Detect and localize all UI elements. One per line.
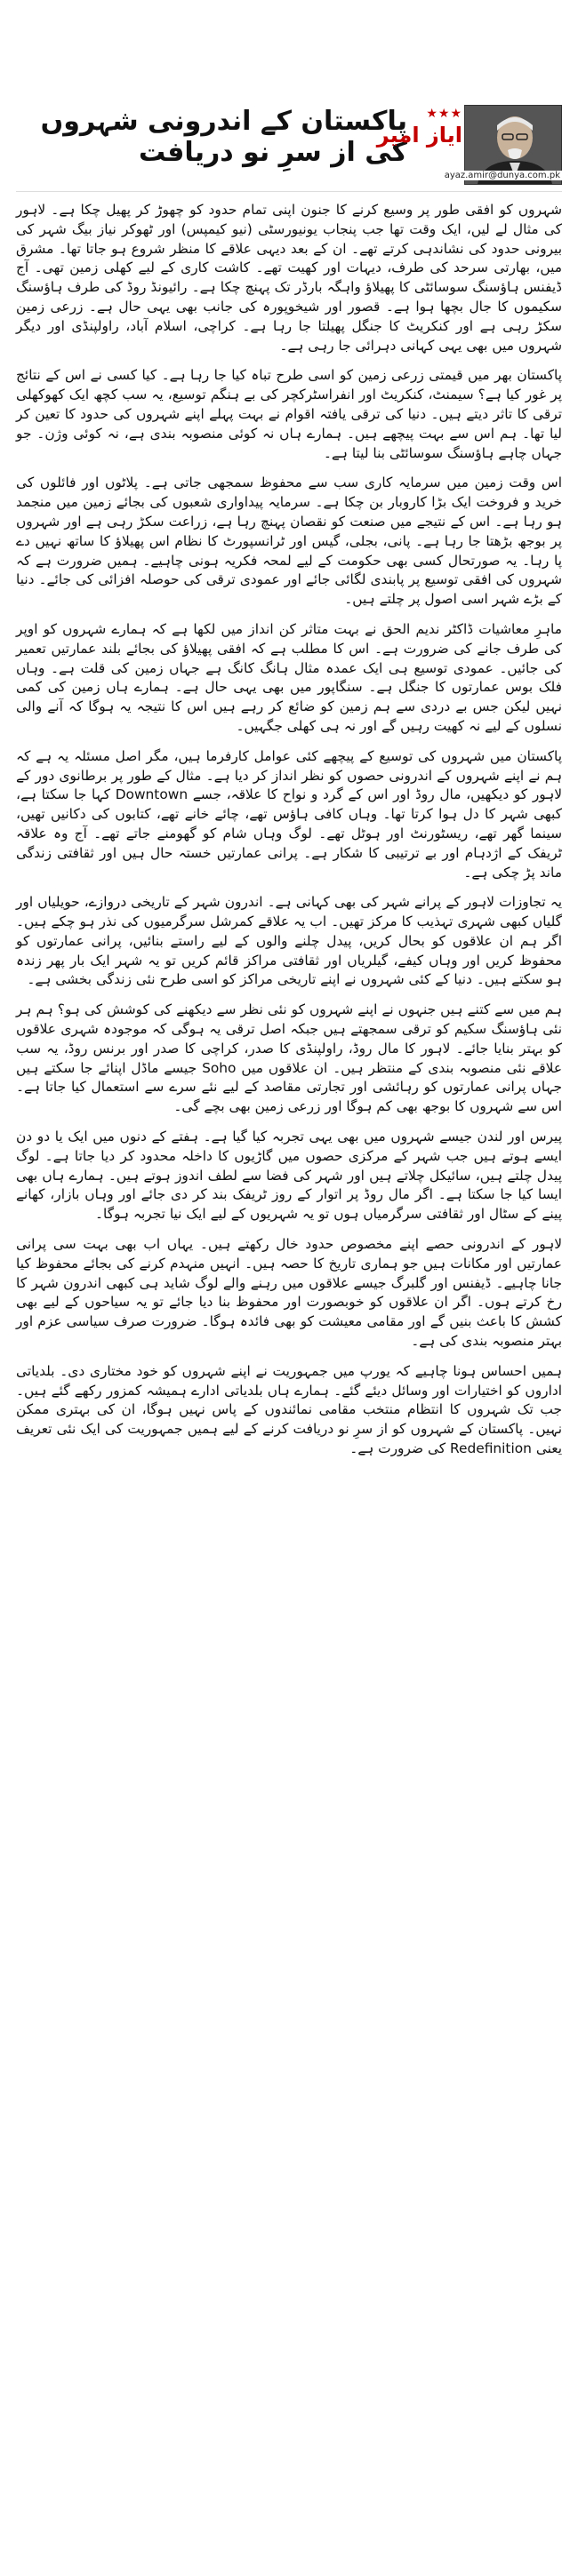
paragraph: لاہور کے اندرونی حصے اپنے مخصوص حدود خال رکھتے ہیں۔ یہاں اب بھی بہت سی پرانی عمارتیں اور مکانات ہیں جو ہماری تاریخ کا حصہ ہیں۔ انہیں منہدم کرنے کی بجائے محفوظ کیا جانا چاہیے۔ ڈیفنس اور گلبرگ جیسے علاقوں میں رہنے والے لوگ شاید ہی کبھی اندرون شہر کا رخ کرتے ہوں۔ اگر ان علاقوں کو خوبصورت اور محفوظ بنا دیا جائے تو یہ سیاحوں کے لیے بھی کشش کا باعث بنیں گے اور مقامی معیشت کو بھی فائدہ ہوگا۔ ضرورت صرف سیاسی عزم اور بہتر منصوبہ بندی کی ہے۔ (16, 1236, 562, 1350)
paragraph: پاکستان میں شہروں کی توسیع کے پیچھے کئی عوامل کارفرما ہیں، مگر اصل مسئلہ یہ ہے کہ ہم نے اپنے شہروں کے اندرونی حصوں کو نظر انداز کر دیا ہے۔ مثال کے طور پر برطانوی دور کے لاہور کو دیکھیں، مال روڈ اور اس کے گرد و نواح کا علاقہ، جسے Downtown کہا جا سکتا ہے، کبھی شہر کا دل ہوا کرتا تھا۔ وہاں کافی ہاؤس تھے، چائے خانے تھے، کتابوں کی دکانیں تھیں، سینما گھر تھے، ریسٹورنٹ اور ہوٹل تھے۔ لوگ وہاں شام کو گھومنے جاتے تھے۔ آج وہ علاقہ ٹریفک کے اژدہام اور بے ترتیبی کا شکار ہے۔ پرانی عمارتیں خستہ حال ہیں اور ثقافتی زندگی ماند پڑ چکی ہے۔ (16, 747, 562, 881)
byline (376, 0, 562, 187)
paragraph: اس وقت زمین میں سرمایہ کاری سب سے محفوظ سمجھی جاتی ہے۔ پلاٹوں اور فائلوں کی خرید و فروخت ایک بڑا کاروبار بن چکا ہے۔ سرمایہ پیداواری شعبوں کی بجائے زمین میں منجمد ہو رہا ہے۔ اس کے نتیجے میں صنعت کو نقصان پہنچ رہا ہے، زراعت سکڑ رہی ہے اور شہروں پر بوجھ بڑھتا جا رہا ہے۔ پانی، بجلی، گیس اور ٹرانسپورٹ کا نظام اس پھیلاؤ کا ساتھ نہیں دے پا رہا۔ یہ صورتحال کسی بھی حکومت کے لیے لمحہ فکریہ ہونی چاہیے۔ ہمیں ضرورت ہے کہ شہروں کی افقی توسیع پر پابندی لگائی جائے اور عمودی ترقی کی حوصلہ افزائی کی جائے۔ دنیا کے بڑے شہر اسی اصول پر چلتے ہیں۔ (16, 475, 562, 608)
paragraph: ہم میں سے کتنے ہیں جنہوں نے اپنے شہروں کو نئی نظر سے دیکھنے کی کوشش کی ہو؟ ہم ہر نئی ہاؤسنگ سکیم کو ترقی سمجھتے ہیں جبکہ اصل ترقی یہ ہوگی کہ موجودہ شہری علاقوں کو بہتر بنایا جائے۔ لاہور کا مال روڈ، راولپنڈی کا صدر، کراچی کا صدر اور برنس روڈ، یہ سب علاقے نئی منصوبہ بندی کے منتظر ہیں۔ ان علاقوں میں Soho جیسے ماڈل اپنائے جا سکتے ہیں جہاں پرانی عمارتوں کو رہائشی اور تجارتی مقاصد کے لیے نئے سرے سے استعمال کیا جاتا ہے۔ اس سے شہروں کا بوجھ بھی کم ہوگا اور زرعی زمین بھی بچے گی۔ (16, 1001, 563, 1115)
author-name: ایاز امیر (376, 123, 462, 148)
paragraph: ہمیں احساس ہونا چاہیے کہ یورپ میں جمہوریت نے اپنے شہروں کو خود مختاری دی۔ بلدیاتی اداروں کو اختیارات اور وسائل دیئے گئے۔ ہمارے ہاں بلدیاتی ادارے ہمیشہ کمزور رکھے گئے ہیں۔ جب تک شہروں کا انتظام منتخب مقامی نمائندوں کے پاس نہیں ہوگا، ان کی بہتری ممکن نہیں۔ پاکستان کے شہروں کو از سرِ نو دریافت کرنے کے لیے ہمیں جمہوریت کی ایک نئی تعریف یعنی Redefinition کی ضرورت ہے۔ (16, 1362, 562, 1457)
article-body (16, 201, 562, 1459)
paragraph: پاکستان بھر میں قیمتی زرعی زمین کو اسی طرح تباہ کیا جا رہا ہے۔ کیا کسی نے اس کے نتائج پر غور کیا ہے؟ سیمنٹ، کنکریٹ اور انفراسٹرکچر کی بے ہنگم توسیع، یہ سب کچھ ایک کھوکھلی ترقی کا تاثر دیتے ہیں۔ دنیا کی ترقی یافتہ اقوام نے بہت پہلے اپنے شہروں کی حدود کا تعین کر لیا تھا۔ ہم اس سے بہت پیچھے ہیں۔ ہمارے ہاں نہ کوئی منصوبہ بندی ہے، نہ کوئی وژن۔ جو جہاں چاہے ہاؤسنگ سوسائٹی بنا لیتا ہے۔ (16, 367, 562, 461)
paragraph: شہروں کو افقی طور پر وسیع کرنے کا جنون اپنی تمام حدود کو چھوڑ کر پھیل چکا ہے۔ لاہور کی مثال لے لیں، ایک وقت تھا جب پنجاب یونیورسٹی (نیو کیمپس) اور ٹھوکر نیاز بیگ شہر کی بیرونی حدود کی نشاندہی کرتے تھے۔ ان کے بعد دیہی علاقے کا منظر شروع ہو جاتا تھا۔ مشرق میں، بھارتی سرحد کی طرف، دیہات اور کھیت تھے۔ کاشت کاری کے لیے کھلی زمین تھی۔ آج ڈیفنس ہاؤسنگ سوسائٹی کا پھیلاؤ واہگہ بارڈر تک پہنچ چکا ہے۔ رائیونڈ روڈ کی طرف ہاؤسنگ سکیموں کا جال بچھا ہوا ہے۔ قصور اور شیخوپورہ کی جانب بھی یہی حال ہے۔ زرعی زمین سکڑ رہی ہے اور کنکریٹ کا جنگل پھیلتا جا رہا ہے۔ کراچی، اسلام آباد، راولپنڈی اور دیگر شہروں میں بھی یہی کہانی دہرائی جا رہی ہے۔ (16, 202, 562, 354)
headline: پاکستان کے اندرونی شہروں کی از سرِ نو دریافت (40, 106, 407, 168)
paragraph: یہ تجاوزات لاہور کے پرانے شہر کی بھی کہانی ہے۔ اندرون شہر کے تاریخی دروازے، حویلیاں اور گلیاں کبھی شہری تہذیب کا مرکز تھیں۔ اب یہ علاقے کمرشل سرگرمیوں کی نذر ہو چکے ہیں۔ اگر ہم ان علاقوں کو بحال کریں، پیدل چلنے والوں کے لیے راستے بنائیں، پرانی عمارتوں کو محفوظ کریں اور وہاں کیفے، گیلریاں اور ثقافتی مراکز قائم کریں تو یہ شہر ایک بار پھر زندہ ہو سکتے ہیں۔ دنیا کے کئی شہروں نے اپنے تاریخی مراکز کو اسی طرح نئی زندگی بخشی ہے۔ (16, 894, 562, 988)
column-header (16, 0, 562, 192)
paragraph: پیرس اور لندن جیسے شہروں میں بھی یہی تجربہ کیا گیا ہے۔ ہفتے کے دنوں میں ایک یا دو دن ایسے ہوتے ہیں جب شہر کے مرکزی حصوں میں گاڑیوں کا داخلہ محدود کر دیا جاتا ہے۔ لوگ پیدل چلتے ہیں، سائیکل چلاتے ہیں اور شہر کی فضا سے لطف اندوز ہوتے ہیں۔ ہمارے ہاں بھی ایسا کیا جا سکتا ہے۔ اگر مال روڈ پر اتوار کے روز ٹریفک بند کر دی جائے اور وہاں بازار، کھانے پینے کے سٹال اور ثقافتی سرگرمیاں ہوں تو یہ شہریوں کے لیے ایک نیا تجربہ ہوگا۔ (16, 1128, 562, 1223)
paragraph: ماہرِ معاشیات ڈاکٹر ندیم الحق نے بہت متاثر کن انداز میں لکھا ہے کہ ہمارے شہروں کو اوپر کی طرف جانے کی ضرورت ہے۔ اس کا مطلب ہے کہ افقی پھیلاؤ کی بجائے بلند عمارتیں تعمیر کی جائیں۔ عمودی توسیع ہی ایک عمدہ مثال ہانگ کانگ ہے جہاں زمین کی قلت ہے۔ وہاں فلک بوس عمارتوں کا جنگل ہے۔ سنگاپور میں بھی یہی حال ہے۔ ہمارے ہاں زمین کی کمی نہیں لیکن جس بے دردی سے ہم زمین کو ضائع کر رہے ہیں اس کا نتیجہ یہ ہوگا کہ آنے والی نسلوں کے لیے نہ کھیت رہیں گے اور نہ ہی کھلی جگہیں۔ (16, 620, 562, 734)
author-email[interactable]: ayaz.amir@dunya.com.pk (444, 171, 560, 180)
stars-icon: ★★★ (426, 107, 462, 121)
